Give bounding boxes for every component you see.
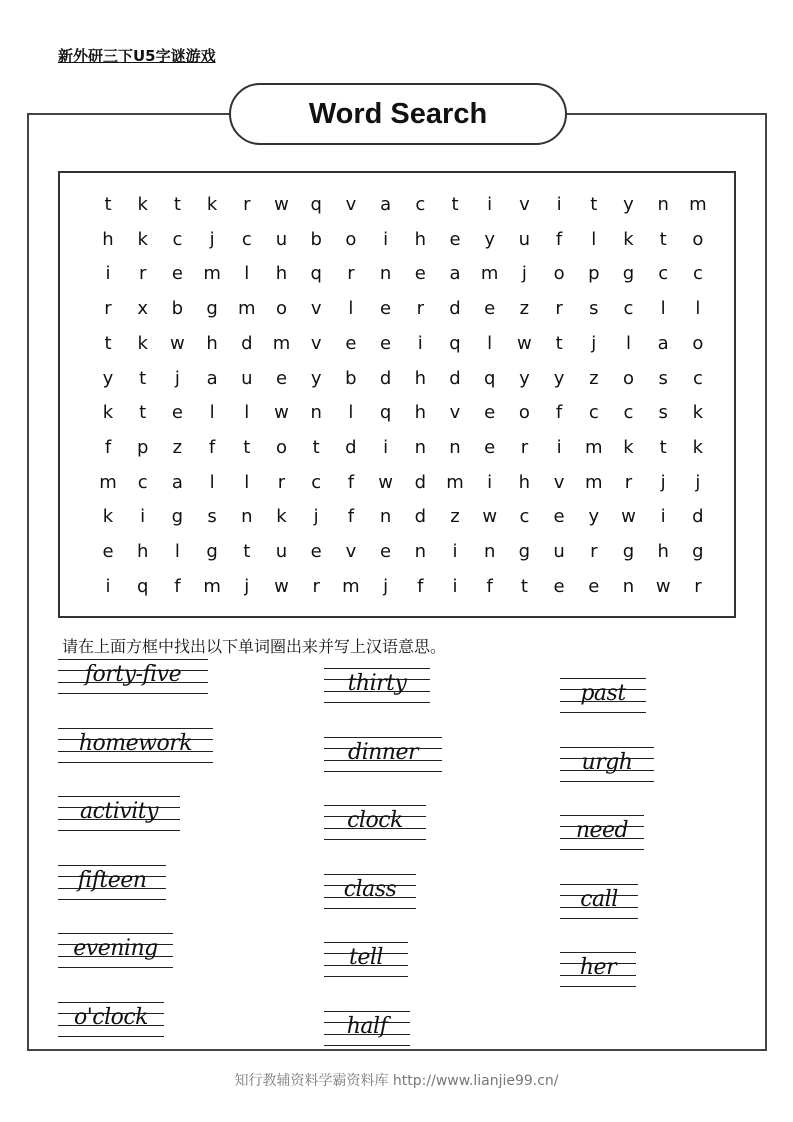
guide-line <box>58 933 173 934</box>
grid-letter[interactable]: t <box>173 194 181 215</box>
word-label: past <box>580 681 626 706</box>
grid-letter[interactable]: t <box>243 436 251 458</box>
grid-letter[interactable]: d <box>345 436 357 458</box>
grid-letter[interactable]: r <box>624 471 633 493</box>
grid-letter[interactable]: y <box>588 506 600 528</box>
grid-letter[interactable]: t <box>555 332 563 354</box>
grid-letter[interactable]: y <box>623 194 634 215</box>
grid-letter[interactable]: t <box>139 367 147 389</box>
grid-letter[interactable]: a <box>657 332 669 354</box>
grid-letter[interactable]: e <box>553 575 565 597</box>
grid-letter[interactable]: l <box>487 332 493 354</box>
word-item <box>324 1011 410 1051</box>
grid-letter[interactable]: e <box>171 402 183 424</box>
grid-letter[interactable]: m <box>585 471 603 493</box>
grid-letter[interactable]: v <box>519 194 530 215</box>
grid-letter[interactable]: l <box>244 402 250 424</box>
heading-text: Word Search <box>308 97 488 130</box>
grid-letter[interactable]: t <box>104 332 112 354</box>
grid-letter[interactable]: l <box>348 298 354 320</box>
word-search-grid <box>58 171 736 618</box>
guide-line <box>324 668 430 669</box>
guide-line <box>324 737 442 738</box>
grid-letter[interactable]: q <box>449 332 461 354</box>
grid-letter[interactable]: d <box>414 471 427 493</box>
grid-letter[interactable]: a <box>171 471 183 493</box>
guide-line <box>560 918 638 919</box>
grid-letter[interactable]: a <box>449 263 461 285</box>
grid-letter[interactable]: p <box>136 436 149 458</box>
grid-letter[interactable]: y <box>519 367 530 389</box>
grid-letter[interactable]: s <box>658 402 668 424</box>
word-label: class <box>343 876 397 902</box>
grid-letter[interactable]: g <box>622 541 635 562</box>
grid-letter[interactable]: m <box>689 194 707 215</box>
grid-letter[interactable]: w <box>517 332 532 354</box>
grid-letter[interactable]: h <box>414 402 426 424</box>
grid-letter[interactable]: w <box>274 194 289 215</box>
grid-letter[interactable]: c <box>692 367 703 389</box>
guide-line <box>560 884 638 885</box>
grid-letter[interactable]: q <box>310 194 322 215</box>
grid-letter[interactable]: s <box>658 367 668 389</box>
grid-letter[interactable]: h <box>102 228 114 250</box>
grid-letter[interactable]: c <box>623 298 634 320</box>
grid-letter[interactable]: v <box>449 402 461 424</box>
grid-letter[interactable]: e <box>588 575 600 597</box>
grid-letter[interactable]: m <box>480 263 499 285</box>
grid-letter[interactable]: r <box>277 471 286 493</box>
grid-letter[interactable]: i <box>452 575 458 597</box>
footer-source: 知行教辅资料学霸资料库 http://www.lianjie99.cn/ <box>234 1073 559 1089</box>
grid-letter[interactable]: k <box>206 194 218 215</box>
guide-line <box>560 712 646 713</box>
grid-letter[interactable]: t <box>139 402 147 424</box>
grid-letter[interactable]: f <box>104 436 112 458</box>
guide-line <box>324 702 430 703</box>
word-item <box>324 874 416 914</box>
grid-letter[interactable]: a <box>380 194 392 215</box>
grid-letter[interactable]: h <box>275 263 288 285</box>
guide-line <box>324 942 408 943</box>
word-item <box>324 942 408 982</box>
word-label: her <box>579 955 617 980</box>
grid-letter[interactable]: e <box>380 298 392 320</box>
guide-line <box>324 1045 410 1046</box>
grid-letter[interactable]: k <box>137 332 148 354</box>
guide-line <box>324 839 426 840</box>
grid-letter[interactable]: e <box>345 332 357 354</box>
grid-letter[interactable]: j <box>209 228 215 250</box>
heading-banner <box>229 83 567 145</box>
grid-letter[interactable]: r <box>312 575 320 597</box>
grid-letter[interactable]: f <box>347 506 355 528</box>
guide-line <box>560 747 654 748</box>
grid-letter[interactable]: h <box>414 367 426 389</box>
grid-letter[interactable]: o <box>345 228 357 250</box>
grid-letter[interactable]: e <box>102 541 114 562</box>
word-item <box>324 668 430 708</box>
grid-letter[interactable]: t <box>451 194 459 215</box>
grid-letter[interactable]: k <box>137 228 148 250</box>
grid-letter[interactable]: v <box>345 541 357 562</box>
grid-letter[interactable]: t <box>312 436 320 458</box>
grid-letter[interactable]: t <box>590 194 598 215</box>
word-item <box>324 737 442 777</box>
grid-letter[interactable]: i <box>105 263 111 285</box>
word-label: half <box>346 1013 388 1039</box>
grid-letter[interactable]: l <box>660 298 666 320</box>
grid-letter[interactable]: r <box>520 436 529 458</box>
grid-letter[interactable]: v <box>310 298 322 320</box>
grid-letter[interactable]: u <box>553 541 565 562</box>
grid-letter[interactable]: z <box>519 298 530 320</box>
grid-letter[interactable]: t <box>520 575 528 597</box>
grid-letter[interactable]: l <box>591 228 597 250</box>
grid-letter[interactable]: r <box>347 263 355 285</box>
guide-line <box>58 796 180 797</box>
grid-letter[interactable]: h <box>414 228 426 250</box>
grid-letter[interactable]: h <box>518 471 531 493</box>
grid-letter[interactable]: e <box>484 436 496 458</box>
grid-letter[interactable]: k <box>102 506 114 528</box>
grid-letter[interactable]: c <box>623 402 634 424</box>
grid-letter[interactable]: o <box>518 402 530 424</box>
grid-letter[interactable]: c <box>415 194 426 215</box>
guide-line <box>560 986 636 987</box>
grid-letter[interactable]: i <box>417 332 423 354</box>
grid-letter[interactable]: t <box>243 541 251 562</box>
grid-letter[interactable]: e <box>380 541 392 562</box>
grid-letter[interactable]: u <box>275 541 288 562</box>
grid-letter[interactable]: e <box>380 332 392 354</box>
grid-letter[interactable]: z <box>172 436 183 458</box>
grid-letter[interactable]: d <box>241 332 253 354</box>
grid-letter[interactable]: d <box>449 298 461 320</box>
instruction-text: 请在上面方框中找出以下单词圈出来并写上汉语意思。 <box>62 637 447 656</box>
grid-letter[interactable]: r <box>694 575 702 597</box>
grid-letter[interactable]: n <box>414 541 426 562</box>
guide-line <box>324 1011 410 1012</box>
grid-letter[interactable]: p <box>588 263 600 285</box>
grid-letter[interactable]: i <box>487 194 493 215</box>
grid-letter[interactable]: k <box>102 402 114 424</box>
grid-letter[interactable]: i <box>660 506 666 528</box>
word-item <box>560 815 644 855</box>
word-label: homework <box>78 730 193 756</box>
word-label: need <box>575 818 629 843</box>
grid-letter[interactable]: d <box>414 506 427 528</box>
word-label: thirty <box>347 671 407 696</box>
word-label: fifteen <box>77 867 147 893</box>
grid-letter[interactable]: l <box>348 402 354 424</box>
grid-letter[interactable]: f <box>555 228 563 250</box>
grid-letter[interactable]: y <box>484 228 496 250</box>
grid-letter[interactable]: n <box>483 541 496 562</box>
guide-line <box>324 874 416 875</box>
grid-letter[interactable]: l <box>209 471 215 493</box>
grid-letter[interactable]: c <box>172 228 183 250</box>
grid-letter[interactable]: r <box>138 263 147 285</box>
grid-letter[interactable]: j <box>591 332 597 354</box>
grid-letter[interactable]: n <box>379 506 392 528</box>
grid-letter[interactable]: q <box>483 367 496 389</box>
grid-letter[interactable]: c <box>311 471 322 493</box>
guide-line <box>324 805 426 806</box>
grid-letter[interactable]: u <box>275 228 288 250</box>
grid-letter[interactable]: j <box>521 263 527 285</box>
guide-line <box>560 952 636 953</box>
grid-letter[interactable]: l <box>209 402 215 424</box>
grid-letter[interactable]: w <box>655 575 671 597</box>
grid-letter[interactable]: j <box>244 575 250 597</box>
grid-letter[interactable]: k <box>692 436 704 458</box>
guide-line <box>560 849 644 850</box>
grid-letter[interactable]: z <box>450 506 460 528</box>
grid-letter[interactable]: v <box>553 471 565 493</box>
word-item <box>560 884 638 924</box>
grid-letter[interactable]: n <box>379 263 392 285</box>
grid-letter[interactable]: h <box>206 332 218 354</box>
grid-letter[interactable]: i <box>383 436 389 458</box>
word-item <box>560 678 646 718</box>
grid-letter[interactable]: e <box>171 263 183 285</box>
grid-letter[interactable]: l <box>174 541 180 562</box>
grid-letter[interactable]: y <box>310 367 322 389</box>
grid-letter[interactable]: g <box>206 541 218 562</box>
guide-line <box>58 1036 164 1037</box>
grid-letter[interactable]: n <box>414 436 426 458</box>
grid-letter[interactable]: c <box>241 228 252 250</box>
grid-letter[interactable]: s <box>207 506 217 528</box>
grid-letter[interactable]: l <box>625 332 631 354</box>
grid-letter[interactable]: i <box>556 194 562 215</box>
grid-letter[interactable]: q <box>310 263 322 285</box>
grid-letter[interactable]: l <box>244 263 250 285</box>
grid-letter[interactable]: f <box>208 436 216 458</box>
grid-letter[interactable]: w <box>482 506 498 528</box>
grid-letter[interactable]: j <box>660 471 666 493</box>
grid-letter[interactable]: m <box>99 471 117 493</box>
guide-line <box>324 976 408 977</box>
word-label: urgh <box>581 749 633 775</box>
grid-letter[interactable]: l <box>244 471 250 493</box>
grid-letter[interactable]: y <box>102 367 114 389</box>
word-label: o'clock <box>73 1004 149 1030</box>
grid-letter[interactable]: m <box>203 575 221 597</box>
grid-letter[interactable]: z <box>589 367 599 389</box>
grid-letter[interactable]: w <box>378 471 393 493</box>
grid-letter[interactable]: o <box>692 332 704 354</box>
word-item <box>58 1002 164 1042</box>
grid-letter[interactable]: g <box>518 541 531 562</box>
grid-letter[interactable]: n <box>622 575 635 597</box>
grid-letter[interactable]: f <box>555 402 563 424</box>
grid-letter[interactable]: f <box>347 471 355 493</box>
grid-letter[interactable]: t <box>659 436 667 458</box>
grid-letter[interactable]: e <box>414 263 426 285</box>
grid-letter[interactable]: c <box>137 471 148 493</box>
grid-letter[interactable]: s <box>589 298 599 320</box>
grid-letter[interactable]: i <box>383 228 389 250</box>
grid-letter[interactable]: q <box>136 575 149 597</box>
grid-letter[interactable]: n <box>449 436 461 458</box>
grid-letter[interactable]: t <box>659 228 667 250</box>
word-label: evening <box>73 936 158 961</box>
guide-line <box>324 908 416 909</box>
grid-letter[interactable]: g <box>622 263 635 285</box>
guide-line <box>58 693 208 694</box>
grid-letter[interactable]: h <box>657 541 669 562</box>
grid-letter[interactable]: d <box>692 506 704 528</box>
guide-line <box>560 815 644 816</box>
grid-letter[interactable]: m <box>585 436 603 458</box>
grid-letter[interactable]: e <box>310 541 322 562</box>
grid-letter[interactable]: g <box>206 298 218 320</box>
grid-letter[interactable]: i <box>487 471 493 493</box>
grid-letter[interactable]: n <box>310 402 322 424</box>
grid-letter[interactable]: f <box>486 575 493 597</box>
word-label: activity <box>79 799 159 824</box>
grid-letter[interactable]: w <box>621 506 636 528</box>
grid-letter[interactable]: g <box>171 506 184 528</box>
word-label: dinner <box>348 739 418 765</box>
grid-letter[interactable]: t <box>104 194 112 215</box>
word-label: clock <box>347 808 403 833</box>
grid-letter[interactable]: y <box>553 367 565 389</box>
guide-line <box>324 771 442 772</box>
grid-letter[interactable]: v <box>310 332 322 354</box>
grid-letter[interactable]: b <box>310 228 322 250</box>
grid-letter[interactable]: i <box>556 436 562 458</box>
grid-letter[interactable]: k <box>692 402 704 424</box>
grid-letter[interactable]: e <box>553 506 565 528</box>
guide-line <box>560 781 654 782</box>
grid-letter[interactable]: e <box>275 367 288 389</box>
document-title: 新外研三下U5字谜游戏 <box>58 47 216 65</box>
grid-letter[interactable]: j <box>313 506 319 528</box>
grid-letter[interactable]: c <box>692 263 703 285</box>
word-label: forty-five <box>84 662 182 687</box>
grid-letter[interactable]: k <box>623 228 634 250</box>
grid-letter[interactable]: x <box>137 298 149 320</box>
word-item <box>58 796 180 836</box>
grid-letter[interactable]: v <box>345 194 357 215</box>
grid-letter[interactable]: i <box>140 506 146 528</box>
word-item <box>58 865 166 905</box>
word-item <box>58 659 208 699</box>
grid-letter[interactable]: d <box>379 367 392 389</box>
grid-letter[interactable]: r <box>104 298 112 320</box>
grid-letter[interactable]: m <box>272 332 291 354</box>
grid-letter[interactable]: r <box>243 194 251 215</box>
grid-letter[interactable]: b <box>171 298 184 320</box>
word-item <box>324 805 426 845</box>
grid-letter[interactable]: g <box>692 541 704 562</box>
grid-letter[interactable]: u <box>241 367 253 389</box>
grid-letter[interactable]: f <box>174 575 181 597</box>
grid-letter[interactable]: b <box>345 367 357 389</box>
grid-letter[interactable]: c <box>588 402 599 424</box>
grid-letter[interactable]: r <box>590 541 598 562</box>
grid-letter[interactable]: c <box>658 263 669 285</box>
word-item <box>560 952 636 992</box>
grid-letter[interactable]: w <box>170 332 185 354</box>
grid-letter[interactable]: e <box>484 402 496 424</box>
grid-letter[interactable]: j <box>383 575 389 597</box>
grid-letter[interactable]: h <box>136 541 149 562</box>
grid-letter[interactable]: o <box>622 367 634 389</box>
grid-letter[interactable]: m <box>238 298 256 320</box>
grid-letter[interactable]: e <box>449 228 461 250</box>
word-item <box>58 933 173 973</box>
word-label: tell <box>349 945 383 970</box>
grid-letter[interactable]: u <box>518 228 531 250</box>
grid-letter[interactable]: d <box>449 367 461 389</box>
grid-letter[interactable]: a <box>206 367 218 389</box>
word-item <box>560 747 654 787</box>
guide-line <box>58 967 173 968</box>
grid-letter[interactable]: k <box>623 436 634 458</box>
grid-letter[interactable]: f <box>417 575 424 597</box>
grid-letter[interactable]: o <box>692 228 704 250</box>
guide-line <box>560 678 646 679</box>
grid-letter[interactable]: j <box>695 471 701 493</box>
grid-letter[interactable]: n <box>241 506 253 528</box>
grid-letter[interactable]: w <box>274 575 289 597</box>
grid-letter[interactable]: n <box>657 194 669 215</box>
guide-line <box>58 865 166 866</box>
grid-letter[interactable]: r <box>555 298 563 320</box>
grid-letter[interactable]: o <box>553 263 565 285</box>
grid-letter[interactable]: m <box>342 575 360 597</box>
grid-letter[interactable]: w <box>274 402 289 424</box>
guide-line <box>58 762 213 763</box>
grid-letter[interactable]: o <box>275 298 287 320</box>
guide-line <box>58 899 166 900</box>
guide-line <box>58 830 180 831</box>
grid-letter[interactable]: e <box>484 298 496 320</box>
grid-letter[interactable]: q <box>379 402 392 424</box>
grid-letter[interactable]: i <box>452 541 458 562</box>
guide-line <box>58 728 213 729</box>
grid-letter[interactable]: r <box>416 298 424 320</box>
guide-line <box>58 659 208 660</box>
grid-letter[interactable]: k <box>137 194 148 215</box>
word-item <box>58 728 213 768</box>
grid-letter[interactable]: k <box>276 506 287 528</box>
grid-letter[interactable]: l <box>695 298 701 320</box>
grid-letter[interactable]: i <box>105 575 111 597</box>
grid-letter[interactable]: m <box>446 471 464 493</box>
grid-letter[interactable]: o <box>275 436 287 458</box>
word-label: call <box>580 886 618 912</box>
grid-letter[interactable]: j <box>174 367 180 389</box>
grid-letter[interactable]: m <box>203 263 221 285</box>
guide-line <box>58 1002 164 1003</box>
grid-letter[interactable]: c <box>519 506 530 528</box>
